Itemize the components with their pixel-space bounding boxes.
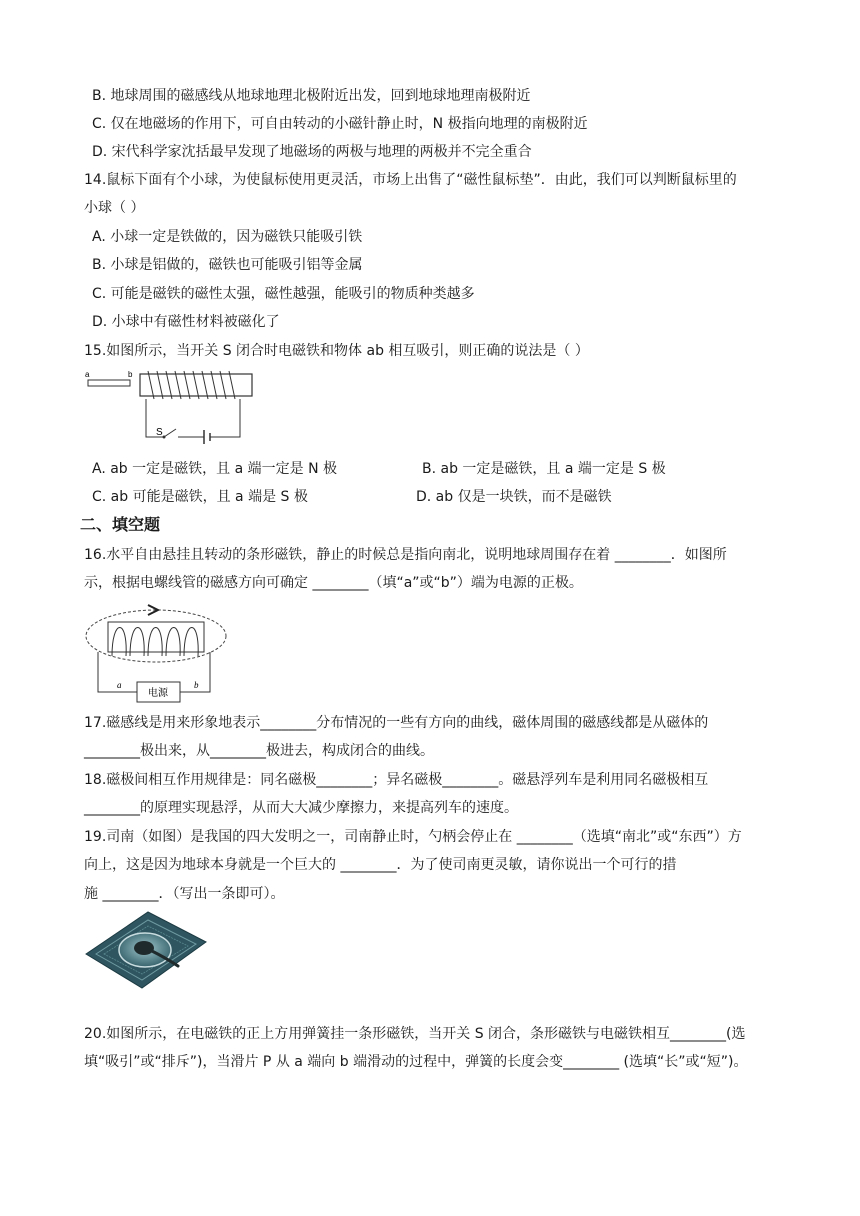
q16-stem-line1: 16.水平自由悬挂且转动的条形磁铁，静止的时候总是指向南北，说明地球周围存在着 ________．如图所 bbox=[84, 547, 727, 563]
q16-core bbox=[108, 622, 204, 652]
section-fill-in-heading: 二、填空题 bbox=[80, 515, 161, 534]
q14-stem-line2: 小球（ ） bbox=[84, 200, 145, 216]
q15-battery bbox=[204, 430, 210, 444]
q17-line2: ________极出来，从________极进去，构成闭合的曲线。 bbox=[84, 743, 434, 759]
q16-stem-line2: 示，根据电螺线管的磁感方向可确定 ________（填“a”或“b”）端为电源的正极。 bbox=[84, 575, 583, 591]
q15-label-b: b bbox=[128, 370, 133, 379]
q15-option-b: B. ab 一定是磁铁，且 a 端一定是 S 极 bbox=[422, 461, 666, 477]
q19-line1: 19.司南（如图）是我国的四大发明之一，司南静止时，勺柄会停止在 ________（选填“南北”或“东西”）方 bbox=[84, 829, 742, 845]
q13-option-c: C. 仅在地磁场的作用下，可自由转动的小磁针静止时，N 极指向地理的南极附近 bbox=[92, 116, 588, 132]
q15-switch-label: S bbox=[156, 427, 163, 438]
q14-option-c: C. 可能是磁铁的磁性太强，磁性越强，能吸引的物质种类越多 bbox=[92, 286, 475, 302]
q13-option-d: D. 宋代科学家沈括最早发现了地磁场的两极与地理的两极并不完全重合 bbox=[92, 144, 532, 160]
q15-option-d: D. ab 仅是一块铁，而不是磁铁 bbox=[416, 489, 612, 505]
q15-option-c: C. ab 可能是磁铁，且 a 端是 S 极 bbox=[92, 489, 308, 505]
q14-stem-line1: 14.鼠标下面有个小球，为使鼠标使用更灵活，市场上出售了“磁性鼠标垫”．由此，我们可以判断鼠标里的 bbox=[84, 172, 737, 188]
q16-label-b: b bbox=[194, 680, 199, 690]
q14-option-d: D. 小球中有磁性材料被磁化了 bbox=[92, 314, 280, 330]
q13-option-b: B. 地球周围的磁感线从地球地理北极附近出发，回到地球地理南极附近 bbox=[92, 88, 531, 104]
q15-label-a: a bbox=[85, 370, 90, 379]
q15-object-ab bbox=[88, 380, 130, 386]
q20-line2: 填“吸引”或“排斥”)，当滑片 P 从 a 端向 b 端滑动的过程中，弹簧的长度会变________ (选填“长”或“短”)。 bbox=[84, 1054, 748, 1070]
q19-spoon-bowl bbox=[134, 941, 154, 955]
q19-line3: 施 ________．（写出一条即可）。 bbox=[84, 886, 285, 902]
q15-switch bbox=[164, 429, 176, 437]
q15-option-a: A. ab 一定是磁铁，且 a 端一定是 N 极 bbox=[92, 461, 337, 477]
q17-line1: 17.磁感线是用来形象地表示________分布情况的一些有方向的曲线，磁体周围的磁感线都是从磁体的 bbox=[84, 715, 709, 731]
q15-wire-right bbox=[210, 399, 240, 437]
q16-solenoid-figure bbox=[82, 600, 232, 708]
q15-stem: 15.如图所示，当开关 S 闭合时电磁铁和物体 ab 相互吸引，则正确的说法是（ ） bbox=[84, 343, 589, 359]
q19-line2: 向上，这是因为地球本身就是一个巨大的 ________．为了使司南更灵敏，请你说出一个可行的措 bbox=[84, 857, 677, 873]
q15-coil-windings bbox=[148, 371, 235, 399]
q14-option-b: B. 小球是铝做的，磁铁也可能吸引铝等金属 bbox=[92, 257, 363, 273]
q18-line1: 18.磁极间相互作用规律是：同名磁极________；异名磁极________。磁悬浮列车是利用同名磁极相互 bbox=[84, 772, 709, 788]
q19-sinan-compass-image bbox=[82, 908, 210, 990]
q14-option-a: A. 小球一定是铁做的，因为磁铁只能吸引铁 bbox=[92, 229, 363, 245]
q15-switch-pivot bbox=[163, 436, 166, 439]
q15-electromagnet-figure bbox=[80, 366, 260, 446]
q20-line1: 20.如图所示，在电磁铁的正上方用弹簧挂一条形磁铁，当开关 S 闭合，条形磁铁与电磁铁相互________(选 bbox=[84, 1026, 746, 1042]
q16-power-source-label: 电源 bbox=[148, 688, 168, 699]
q16-label-a: a bbox=[117, 680, 122, 690]
q18-line2: ________的原理实现悬浮，从而大大减少摩擦力，来提高列车的速度。 bbox=[84, 800, 518, 816]
